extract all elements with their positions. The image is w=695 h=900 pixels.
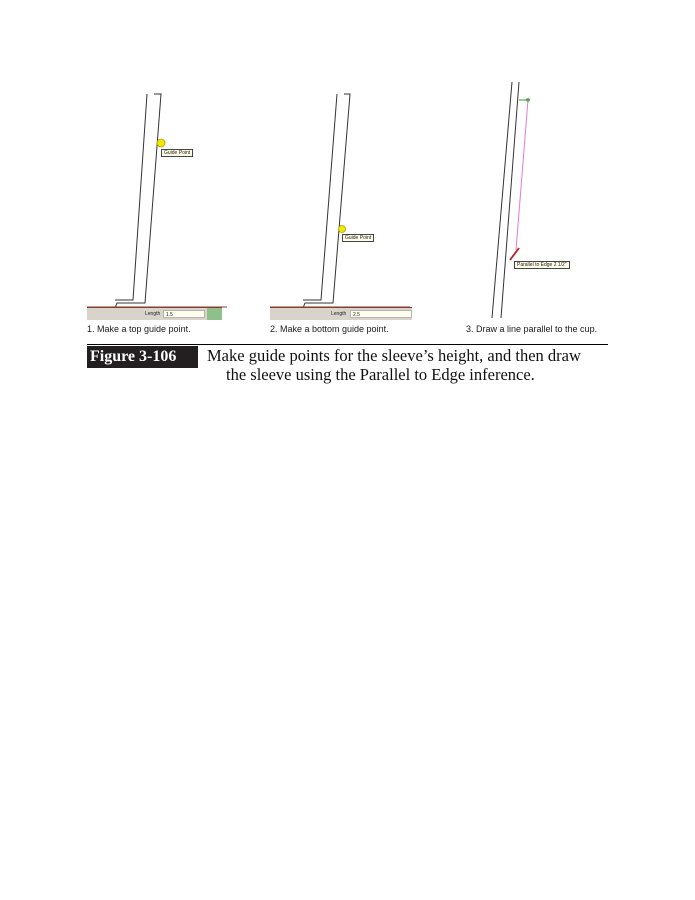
step2-drawing xyxy=(270,78,410,322)
step1-panel xyxy=(87,78,247,322)
guide-point-tooltip: Guide Point xyxy=(342,234,374,242)
figure-caption xyxy=(207,346,607,384)
status-indicator xyxy=(207,308,222,320)
length-input[interactable]: 2.5 xyxy=(350,310,412,318)
guide-point-marker xyxy=(157,139,165,147)
figure-label: Figure 3-106 xyxy=(87,346,198,368)
caption-rule xyxy=(87,344,608,345)
length-input[interactable]: 1.5 xyxy=(163,310,205,318)
step3-panel xyxy=(480,78,640,322)
length-label: Length xyxy=(331,311,347,317)
guide-point-tooltip: Guide Point xyxy=(161,149,193,157)
step3-drawing xyxy=(480,78,620,322)
figure-caption-line1: Make guide points for the sleeve’s height, and then draw xyxy=(207,346,581,365)
cup-profile-edge xyxy=(303,94,337,300)
guide-point-marker xyxy=(339,226,346,233)
step3-caption: 3. Draw a line parallel to the cup. xyxy=(466,324,598,334)
parallel-line xyxy=(516,100,528,250)
status-bar xyxy=(87,307,222,320)
length-label: Length xyxy=(145,311,161,317)
step2-panel xyxy=(270,78,430,322)
figure-caption-line2: the sleeve using the Parallel to Edge inference. xyxy=(226,365,535,384)
cup-profile-edge xyxy=(501,82,519,318)
pencil-icon xyxy=(510,248,519,260)
step1-drawing xyxy=(87,78,227,322)
cup-profile-edge xyxy=(492,82,512,318)
parallel-to-edge-tooltip: Parallel to Edge 2 1/2" xyxy=(514,261,570,269)
step2-caption: 2. Make a bottom guide point. xyxy=(270,324,389,334)
step1-caption: 1. Make a top guide point. xyxy=(87,324,191,334)
status-bar xyxy=(270,307,412,320)
cup-profile-edge xyxy=(115,94,147,300)
